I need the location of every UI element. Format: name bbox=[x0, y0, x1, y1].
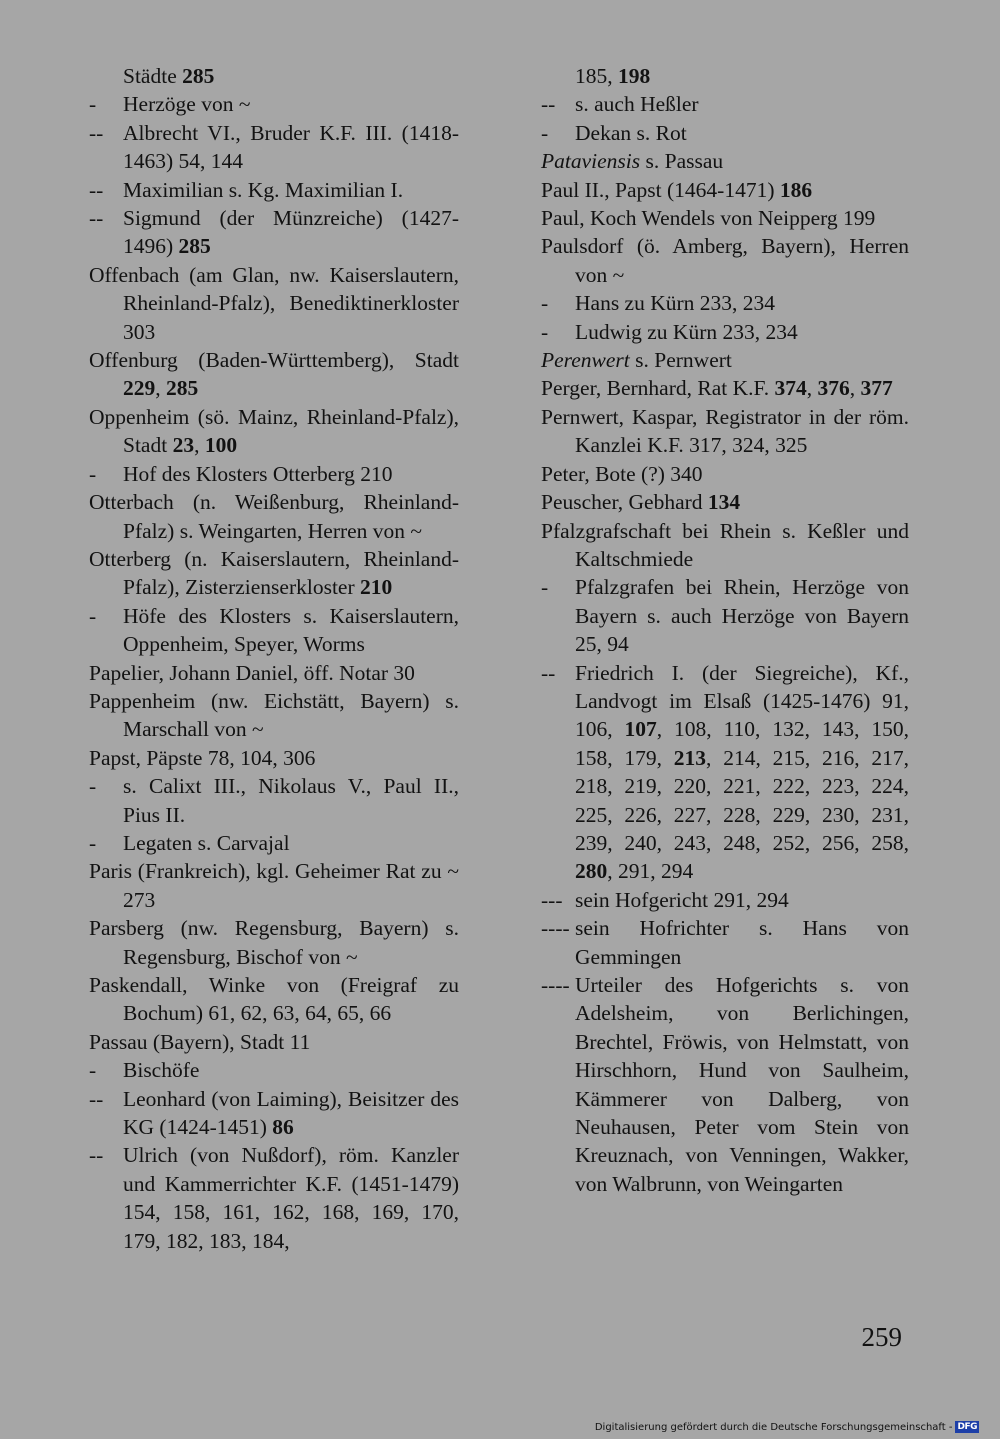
index-entry bbox=[541, 176, 909, 204]
entry-text bbox=[89, 346, 459, 403]
entry-segment: Maximilian s. Kg. Maximilian I. bbox=[123, 177, 404, 202]
index-entry bbox=[89, 971, 459, 1028]
entry-text bbox=[123, 204, 459, 261]
entry-segment: s. auch Heßler bbox=[575, 92, 699, 117]
entry-segment: sein Hofrichter s. Hans von Gemmingen bbox=[575, 916, 909, 969]
bold-page-ref: 374 bbox=[774, 376, 807, 401]
entry-segment: Pfalzgrafschaft bei Rhein s. Keßler und Kaltschmiede bbox=[541, 518, 909, 571]
entry-segment: , 291, 294 bbox=[607, 859, 694, 884]
index-entry bbox=[541, 573, 909, 658]
right-column bbox=[541, 62, 909, 1198]
index-entry bbox=[89, 602, 459, 659]
entry-text bbox=[541, 176, 909, 204]
entry-segment: Perger, Bernhard, Rat K.F. bbox=[541, 376, 775, 401]
bold-page-ref: 210 bbox=[360, 575, 393, 600]
entry-text bbox=[89, 857, 459, 914]
entry-dash: --- bbox=[541, 887, 563, 912]
entry-text bbox=[123, 829, 459, 857]
index-entry bbox=[89, 119, 459, 176]
entry-text bbox=[89, 744, 459, 772]
index-entry bbox=[89, 545, 459, 602]
entry-text bbox=[541, 232, 909, 289]
entry-text bbox=[123, 119, 459, 176]
entry-text bbox=[89, 971, 459, 1028]
page-number: 259 bbox=[861, 1322, 902, 1352]
entry-segment: Paul II., Papst (1464-1471) bbox=[541, 177, 780, 202]
bold-page-ref: 376 bbox=[817, 376, 850, 401]
entry-dash: - bbox=[541, 291, 549, 316]
entry-segment: Peter, Bote (?) 340 bbox=[541, 461, 703, 486]
entry-dash: -- bbox=[89, 1086, 104, 1111]
entry-text bbox=[123, 460, 459, 488]
left-column bbox=[89, 62, 459, 1255]
index-entry bbox=[541, 232, 909, 289]
entry-dash: - bbox=[541, 120, 549, 145]
index-entry bbox=[89, 346, 459, 403]
entry-segment: Bischöfe bbox=[123, 1058, 200, 1083]
entry-dash: - bbox=[89, 603, 97, 628]
index-entry bbox=[541, 62, 909, 90]
entry-segment: Paskendall, Winke von (Freigraf zu Bochum) 61, 62, 63, 64, 65, 66 bbox=[89, 973, 459, 1026]
bold-page-ref: 213 bbox=[673, 745, 707, 770]
entry-text bbox=[575, 289, 909, 317]
entry-dash: - bbox=[89, 830, 97, 855]
entry-segment: Offenburg (Baden-Württemberg), Stadt bbox=[89, 348, 459, 373]
index-entry bbox=[541, 659, 909, 886]
entry-segment: Peuscher, Gebhard bbox=[541, 490, 708, 515]
entry-segment: Hans zu Kürn 233, 234 bbox=[575, 291, 776, 316]
entry-text bbox=[541, 374, 909, 402]
footer-text: Digitalisierung gefördert durch die Deutsche Forschungsgemeinschaft - bbox=[594, 1421, 953, 1433]
index-entry bbox=[89, 829, 459, 857]
entry-segment: Passau (Bayern), Stadt 11 bbox=[89, 1029, 311, 1054]
entry-dash: - bbox=[541, 575, 549, 600]
entry-segment: Pfalzgrafen bei Rhein, Herzöge von Bayern s. auch Herzöge von Bayern 25, 94 bbox=[575, 575, 909, 657]
entry-segment: Ulrich (von Nußdorf), röm. Kanzler und Kammerrichter K.F. (1451-1479) 154, 158, 161, 162, 168, 169, 170, 179, 182, 183, 184, bbox=[123, 1143, 459, 1253]
index-entry bbox=[89, 261, 459, 346]
entry-segment: , bbox=[806, 376, 818, 401]
index-entry bbox=[89, 659, 459, 687]
entry-segment: Pappenheim (nw. Eichstätt, Bayern) s. Marschall von ~ bbox=[89, 688, 459, 742]
entry-text bbox=[123, 1141, 459, 1255]
entry-text bbox=[541, 517, 909, 574]
bold-page-ref: 377 bbox=[860, 376, 893, 401]
entry-text bbox=[541, 204, 909, 232]
entry-segment: s. Pernwert bbox=[629, 348, 732, 373]
entry-text bbox=[89, 261, 459, 346]
index-entry bbox=[541, 488, 909, 516]
index-entry bbox=[541, 403, 909, 460]
entry-text bbox=[541, 460, 909, 488]
index-entry bbox=[89, 1141, 459, 1255]
entry-segment: Otterberg (n. Kaiserslautern, Rheinland-Pfalz), Zisterzienserkloster bbox=[89, 546, 459, 600]
entry-text bbox=[575, 90, 909, 118]
entry-segment: Urteiler des Hofgerichts s. von Adelsheim, von Berlichingen, Brechtel, Fröwis, von Helmstatt, von Hirschhorn, Hund von Saulheim, Kämmerer von Dalberg, von Neuhausen, Peter vom Stein von Kreuznach, von Venningen, Wakker, von Walbrunn, von Weingarten bbox=[575, 973, 909, 1196]
entry-segment: Herzöge von ~ bbox=[123, 92, 251, 117]
entry-text bbox=[123, 90, 459, 118]
bold-page-ref: 280 bbox=[575, 859, 608, 884]
entry-segment: Pernwert, Kaspar, Registrator in der röm. Kanzlei K.F. 317, 324, 325 bbox=[541, 404, 909, 458]
entry-segment: , bbox=[849, 376, 861, 401]
entry-text bbox=[575, 573, 909, 658]
entry-dash: ---- bbox=[541, 916, 570, 941]
entry-dash: -- bbox=[89, 1143, 104, 1168]
index-entry bbox=[89, 176, 459, 204]
entry-segment: Albrecht VI., Bruder K.F. III. (1418-1463) 54, 144 bbox=[123, 120, 459, 174]
index-entry bbox=[541, 517, 909, 574]
bold-page-ref: 198 bbox=[618, 64, 651, 88]
entry-segment: Legaten s. Carvajal bbox=[123, 830, 290, 855]
entry-segment: Städte bbox=[123, 64, 183, 88]
index-entry bbox=[541, 971, 909, 1198]
entry-segment: Hof des Klosters Otterberg 210 bbox=[123, 461, 393, 486]
entry-dash: ---- bbox=[541, 973, 570, 997]
index-entry bbox=[89, 90, 459, 118]
entry-text bbox=[541, 403, 909, 460]
index-entry bbox=[89, 460, 459, 488]
entry-text bbox=[575, 914, 909, 971]
entry-text bbox=[575, 659, 909, 886]
entry-segment: Ludwig zu Kürn 233, 234 bbox=[575, 319, 798, 344]
entry-text bbox=[89, 687, 459, 744]
index-entry bbox=[89, 62, 459, 90]
bold-page-ref: 285 bbox=[178, 234, 211, 259]
entry-text bbox=[575, 119, 909, 147]
index-entry bbox=[89, 1085, 459, 1142]
bold-page-ref: 100 bbox=[204, 433, 238, 458]
index-entry bbox=[89, 744, 459, 772]
entry-segment: Höfe des Klosters s. Kaiserslautern, Oppenheim, Speyer, Worms bbox=[123, 603, 459, 657]
index-entry bbox=[541, 374, 909, 402]
index-entry bbox=[541, 204, 909, 232]
entry-text bbox=[575, 318, 909, 346]
bold-page-ref: 186 bbox=[779, 177, 813, 202]
entry-dash: - bbox=[541, 319, 549, 344]
entry-segment: Paul, Koch Wendels von Neipperg 199 bbox=[541, 206, 876, 231]
index-entry bbox=[541, 119, 909, 147]
entry-dash: -- bbox=[541, 660, 556, 685]
index-entry bbox=[89, 488, 459, 545]
index-entry bbox=[541, 886, 909, 914]
entry-text bbox=[89, 403, 459, 460]
entry-text bbox=[123, 176, 459, 204]
entry-text bbox=[89, 659, 459, 687]
entry-segment: 185, bbox=[575, 64, 618, 88]
entry-segment: Sigmund (der Münzreiche) (1427-1496) bbox=[123, 206, 459, 259]
entry-dash: -- bbox=[89, 206, 104, 231]
bold-page-ref: 86 bbox=[272, 1115, 294, 1140]
entry-segment: Otterbach (n. Weißenburg, Rheinland-Pfalz) s. Weingarten, Herren von ~ bbox=[89, 490, 459, 543]
index-entry bbox=[541, 289, 909, 317]
entry-segment: , bbox=[194, 433, 205, 458]
bold-page-ref: 23 bbox=[172, 433, 195, 458]
index-entry bbox=[89, 1028, 459, 1056]
index-entry bbox=[541, 914, 909, 971]
entry-segment: , 214, 215, 216, 217, 218, 219, 220, 221, 222, 223, 224, 225, 226, 227, 228, 229, 230, 231, 239, 240, 243, 248, 252, 256, 258, bbox=[575, 745, 910, 855]
entry-dash: - bbox=[89, 461, 97, 486]
entry-text bbox=[123, 1085, 459, 1142]
entry-segment: Papelier, Johann Daniel, öff. Notar 30 bbox=[89, 660, 415, 685]
index-entry bbox=[541, 318, 909, 346]
entry-dash: -- bbox=[89, 120, 104, 145]
entry-text bbox=[575, 971, 909, 1198]
entry-text bbox=[89, 1028, 459, 1056]
entry-text bbox=[575, 62, 909, 90]
entry-segment: Friedrich I. (der Siegreiche), Kf., Landvogt im Elsaß (1425-1476) 91, 106, bbox=[575, 660, 909, 742]
index-entry bbox=[541, 346, 909, 374]
entry-segment: Parsberg (nw. Regensburg, Bayern) s. Regensburg, Bischof von ~ bbox=[89, 916, 459, 969]
entry-text bbox=[541, 147, 909, 175]
entry-segment: Paris (Frankreich), kgl. Geheimer Rat zu ~ 273 bbox=[89, 859, 459, 912]
entry-segment: s. Calixt III., Nikolaus V., Paul II., Pius II. bbox=[123, 774, 459, 827]
footer bbox=[595, 1421, 979, 1433]
entry-segment: , bbox=[155, 376, 166, 401]
entry-segment: Offenbach (am Glan, nw. Kaiserslautern, Rheinland-Pfalz), Benediktinerkloster 303 bbox=[89, 262, 459, 344]
index-entry bbox=[89, 204, 459, 261]
entry-text bbox=[541, 488, 909, 516]
entry-text bbox=[123, 602, 459, 659]
entry-segment: Leonhard (von Laiming), Beisitzer des KG (1424-1451) bbox=[123, 1086, 459, 1140]
bold-page-ref: 134 bbox=[707, 490, 741, 515]
entry-segment: Dekan s. Rot bbox=[575, 120, 687, 145]
entry-dash: - bbox=[89, 1058, 97, 1083]
bold-page-ref: 107 bbox=[624, 717, 657, 742]
entry-dash: -- bbox=[89, 177, 104, 202]
index-entry bbox=[89, 857, 459, 914]
entry-segment: Oppenheim (sö. Mainz, Rheinland-Pfalz), Stadt bbox=[89, 404, 459, 458]
index-entry bbox=[541, 460, 909, 488]
entry-dash: -- bbox=[541, 92, 556, 117]
italic-term: Pataviensis bbox=[541, 149, 641, 174]
entry-segment: Paulsdorf (ö. Amberg, Bayern), Herren von ~ bbox=[541, 234, 909, 287]
index-entry bbox=[89, 772, 459, 829]
index-entry bbox=[541, 90, 909, 118]
index-entry bbox=[541, 147, 909, 175]
index-entry bbox=[89, 914, 459, 971]
entry-text bbox=[575, 886, 909, 914]
entry-segment: s. Passau bbox=[640, 149, 724, 174]
bold-page-ref: 285 bbox=[182, 64, 215, 88]
index-entry bbox=[89, 1056, 459, 1084]
entry-segment: sein Hofgericht 291, 294 bbox=[575, 887, 789, 912]
entry-text bbox=[89, 488, 459, 545]
entry-text bbox=[123, 62, 459, 90]
entry-segment: , 108, 110, 132, 143, 150, 158, 179, bbox=[575, 717, 910, 770]
entry-dash: - bbox=[89, 774, 97, 799]
entry-text bbox=[123, 772, 459, 829]
entry-text bbox=[89, 545, 459, 602]
entry-text bbox=[123, 1056, 459, 1084]
entry-text bbox=[89, 914, 459, 971]
dfg-logo: DFG bbox=[957, 1422, 977, 1432]
bold-page-ref: 285 bbox=[166, 376, 199, 401]
index-entry bbox=[89, 403, 459, 460]
index-entry bbox=[89, 687, 459, 744]
entry-dash: - bbox=[89, 92, 97, 117]
entry-text bbox=[541, 346, 909, 374]
italic-term: Perenwert bbox=[541, 348, 630, 373]
entry-segment: Papst, Päpste 78, 104, 306 bbox=[89, 745, 316, 770]
bold-page-ref: 229 bbox=[123, 376, 156, 401]
